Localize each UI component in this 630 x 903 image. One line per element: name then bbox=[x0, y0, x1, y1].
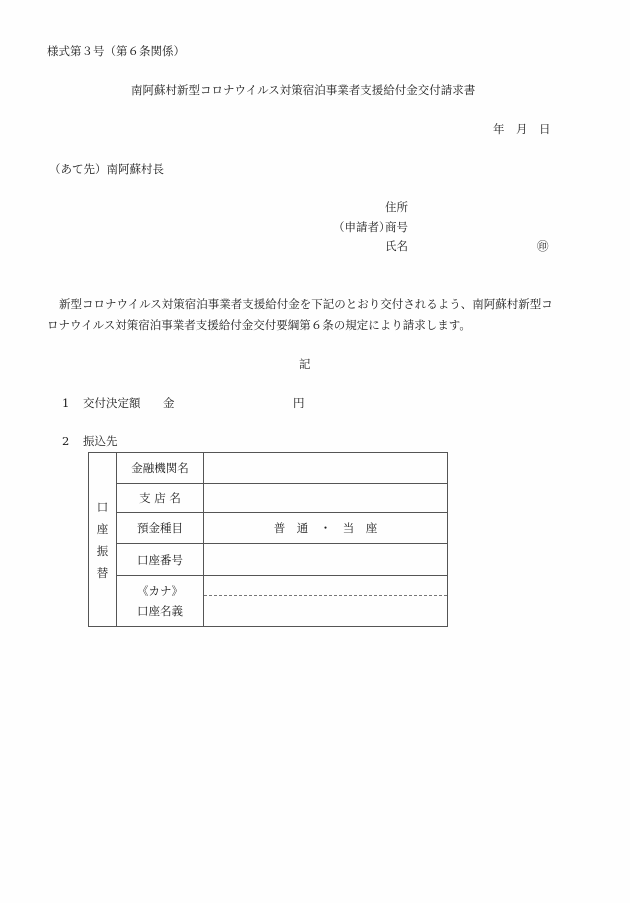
account-holder-kana-field[interactable] bbox=[204, 576, 447, 596]
deposit-type-label: 預金種目 bbox=[117, 513, 204, 544]
item1-number: 1 bbox=[62, 396, 70, 410]
account-number-field[interactable] bbox=[204, 544, 448, 576]
deposit-type-options[interactable]: 普 通 ・ 当 座 bbox=[204, 513, 448, 544]
account-number-label: 口座番号 bbox=[117, 544, 204, 576]
ki-heading: 記 bbox=[299, 357, 311, 371]
item2-number: 2 bbox=[62, 434, 70, 448]
bank-name-label: 金融機関名 bbox=[117, 453, 204, 484]
trade-name-label: 商号 bbox=[385, 220, 408, 234]
item1-unit: 円 bbox=[293, 396, 305, 410]
applicant-prefix: （申請者） bbox=[333, 220, 391, 234]
branch-name-field[interactable] bbox=[204, 484, 448, 513]
addressee: （あて先）南阿蘇村長 bbox=[49, 162, 164, 176]
body-line-1: 新型コロナウイルス対策宿泊事業者支援給付金を下記のとおり交付されるよう、南阿蘇村新型コ bbox=[59, 297, 553, 311]
item1-label: 交付決定額 bbox=[83, 396, 141, 410]
seal-mark: ㊞ bbox=[537, 239, 549, 253]
body-line-2: ロナウイルス対策宿泊事業者支援給付金交付要綱第６条の規定により請求します。 bbox=[47, 318, 471, 332]
item2-label: 振込先 bbox=[83, 434, 118, 448]
date-line: 年 月 日 bbox=[493, 122, 551, 136]
name-label: 氏名 bbox=[385, 239, 408, 253]
branch-name-label: 支 店 名 bbox=[117, 484, 204, 513]
account-holder-name-label: 口座名義 bbox=[137, 604, 183, 618]
bank-name-field[interactable] bbox=[204, 453, 448, 484]
form-number: 様式第３号（第６条関係） bbox=[47, 44, 185, 58]
item1-prefix: 金 bbox=[163, 396, 175, 410]
address-label: 住所 bbox=[385, 200, 408, 214]
account-holder-name-field[interactable] bbox=[204, 596, 447, 626]
account-holder-label bbox=[117, 576, 204, 627]
document-title: 南阿蘇村新型コロナウイルス対策宿泊事業者支援給付金交付請求書 bbox=[131, 83, 476, 97]
account-transfer-group-label: 口 座 振 替 bbox=[89, 453, 117, 627]
kana-label: 《カナ》 bbox=[137, 584, 183, 598]
account-holder-field[interactable] bbox=[204, 576, 448, 627]
account-table bbox=[88, 452, 448, 627]
